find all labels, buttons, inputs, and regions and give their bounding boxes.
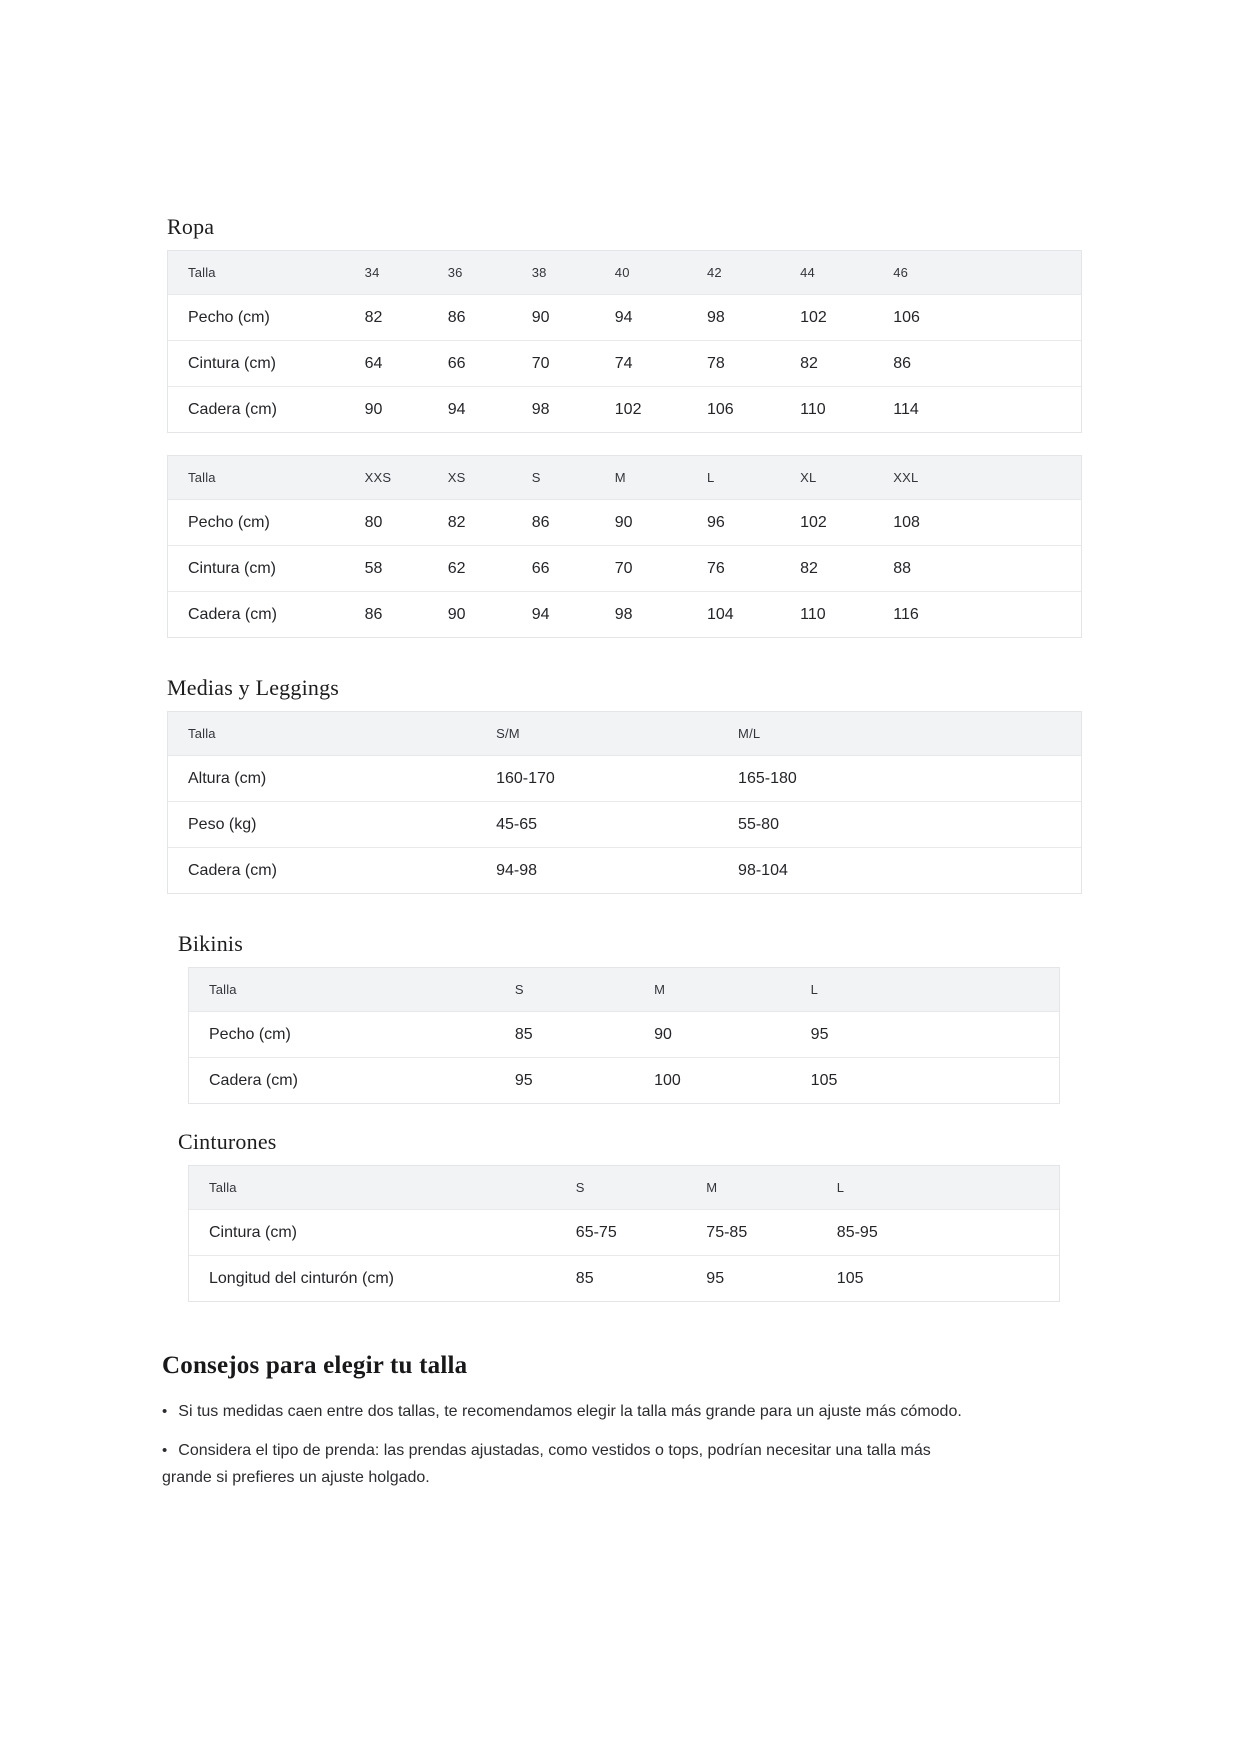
cell-value: 94 <box>531 605 550 623</box>
cell-value: 74 <box>614 354 633 372</box>
cell-value: 65-75 <box>575 1223 617 1241</box>
row-label: Peso (kg) <box>188 815 257 833</box>
column-header: 42 <box>706 265 722 280</box>
table-row <box>168 294 1081 340</box>
section-title-cinturones: Cinturones <box>178 1129 277 1154</box>
cell-value: 58 <box>364 559 383 577</box>
cell-value: 95 <box>706 1269 725 1287</box>
cell-value: 160-170 <box>496 769 555 787</box>
table-row <box>168 499 1081 545</box>
cell-value: 80 <box>364 513 383 531</box>
column-header: XXS <box>364 470 392 485</box>
column-header-label: Talla <box>188 470 216 485</box>
cell-value: 85 <box>514 1025 533 1043</box>
table-row <box>168 386 1081 432</box>
size-table-ropa-letters <box>167 455 1082 638</box>
bullet-text: Si tus medidas caen entre dos tallas, te recomendamos elegir la talla más grande para un ajuste más cómodo. <box>178 1403 962 1420</box>
cell-value: 108 <box>893 513 920 531</box>
column-header-label: Talla <box>188 726 216 741</box>
column-header: S <box>514 982 524 997</box>
table-header-row <box>168 456 1081 499</box>
table-row <box>189 1057 1059 1103</box>
cell-value: 95 <box>810 1025 829 1043</box>
column-header: XL <box>800 470 817 485</box>
row-label: Longitud del cinturón (cm) <box>209 1269 394 1287</box>
column-header: S/M <box>496 726 520 741</box>
cell-value: 90 <box>364 400 383 418</box>
column-header: S <box>575 1180 585 1195</box>
cell-value: 70 <box>531 354 550 372</box>
cell-value: 88 <box>893 559 912 577</box>
section-title-bikinis: Bikinis <box>178 931 243 956</box>
section-medias-leggings <box>167 674 1242 894</box>
column-header: S <box>531 470 541 485</box>
cell-value: 98 <box>614 605 633 623</box>
cell-value: 165-180 <box>738 769 797 787</box>
cell-value: 66 <box>447 354 466 372</box>
row-label: Pecho (cm) <box>188 513 270 531</box>
cell-value: 90 <box>654 1025 672 1043</box>
cell-value: 102 <box>800 513 827 531</box>
bullet-icon: • <box>162 1403 168 1420</box>
cell-value: 86 <box>531 513 550 531</box>
row-label: Cadera (cm) <box>188 400 277 418</box>
cell-value: 104 <box>706 605 734 623</box>
size-tips-list <box>162 1398 977 1491</box>
column-header: M/L <box>738 726 761 741</box>
cell-value: 85 <box>575 1269 594 1287</box>
cell-value: 98-104 <box>738 861 788 879</box>
cell-value: 116 <box>893 605 919 623</box>
column-header: M <box>614 470 626 485</box>
column-header: L <box>706 470 715 485</box>
cell-value: 66 <box>531 559 550 577</box>
cell-value: 86 <box>893 354 912 372</box>
column-header: 38 <box>531 265 547 280</box>
cell-value: 94-98 <box>496 861 538 879</box>
section-cinturones <box>167 1128 1242 1302</box>
size-tip-item <box>162 1398 977 1425</box>
table-row <box>168 591 1081 637</box>
size-table-cinturones <box>188 1165 1060 1302</box>
cell-value: 62 <box>447 559 466 577</box>
column-header-label: Talla <box>209 1180 237 1195</box>
column-header: 36 <box>447 265 463 280</box>
bullet-text: Considera el tipo de prenda: las prendas ajustadas, como vestidos o tops, podrían necesitar una talla más grande si prefieres un ajuste holgado. <box>162 1442 931 1486</box>
size-table-ropa-numeric <box>167 250 1082 433</box>
cell-value: 82 <box>800 354 818 372</box>
column-header-label: Talla <box>188 265 216 280</box>
section-title-medias: Medias y Leggings <box>167 675 340 700</box>
size-table-bikinis <box>188 967 1060 1104</box>
table-row <box>189 1209 1059 1255</box>
section-title-consejos: Consejos para elegir tu talla <box>162 1352 468 1379</box>
table-header-row <box>189 1166 1059 1209</box>
cell-value: 98 <box>706 308 725 326</box>
bullet-icon: • <box>162 1442 168 1459</box>
section-bikinis <box>167 930 1242 1104</box>
cell-value: 105 <box>810 1071 838 1089</box>
cell-value: 105 <box>836 1269 864 1287</box>
cell-value: 110 <box>800 400 826 418</box>
column-header: 40 <box>614 265 630 280</box>
cell-value: 102 <box>614 400 642 418</box>
row-label: Pecho (cm) <box>188 308 270 326</box>
row-label: Altura (cm) <box>188 769 267 787</box>
size-tip-item <box>162 1437 977 1491</box>
column-header: 44 <box>800 265 815 280</box>
table-row <box>168 340 1081 386</box>
cell-value: 110 <box>800 605 826 623</box>
section-size-tips <box>162 1350 1242 1491</box>
cell-value: 95 <box>514 1071 533 1089</box>
section-title-ropa: Ropa <box>167 214 215 239</box>
cell-value: 76 <box>706 559 725 577</box>
column-header: M <box>654 982 666 997</box>
cell-value: 102 <box>800 308 827 326</box>
cell-value: 90 <box>614 513 633 531</box>
row-label: Cintura (cm) <box>188 559 277 577</box>
cell-value: 82 <box>364 308 383 326</box>
cell-value: 64 <box>364 354 383 372</box>
table-row <box>168 847 1081 893</box>
cell-value: 90 <box>447 605 466 623</box>
cell-value: 106 <box>893 308 920 326</box>
cell-value: 55-80 <box>738 815 779 833</box>
table-row <box>168 755 1081 801</box>
cell-value: 86 <box>364 605 383 623</box>
table-header-row <box>168 712 1081 755</box>
cell-value: 100 <box>654 1071 681 1089</box>
row-label: Pecho (cm) <box>209 1025 291 1043</box>
column-header: 34 <box>364 265 380 280</box>
table-header-row <box>189 968 1059 1011</box>
cell-value: 114 <box>893 400 919 418</box>
row-label: Cintura (cm) <box>209 1223 298 1241</box>
cell-value: 85-95 <box>836 1223 878 1241</box>
cell-value: 45-65 <box>496 815 538 833</box>
cell-value: 94 <box>447 400 466 418</box>
column-header: 46 <box>893 265 909 280</box>
cell-value: 78 <box>706 354 725 372</box>
row-label: Cintura (cm) <box>188 354 277 372</box>
column-header: M <box>706 1180 718 1195</box>
cell-value: 70 <box>614 559 633 577</box>
table-header-row <box>168 251 1081 294</box>
column-header: L <box>836 1180 845 1195</box>
table-row <box>189 1011 1059 1057</box>
cell-value: 96 <box>706 513 725 531</box>
table-row <box>168 801 1081 847</box>
cell-value: 106 <box>706 400 734 418</box>
column-header: XXL <box>893 470 919 485</box>
table-row <box>168 545 1081 591</box>
cell-value: 82 <box>800 559 818 577</box>
column-header: L <box>810 982 819 997</box>
size-table-medias <box>167 711 1082 894</box>
cell-value: 90 <box>531 308 550 326</box>
row-label: Cadera (cm) <box>188 605 277 623</box>
column-header: XS <box>447 470 466 485</box>
row-label: Cadera (cm) <box>209 1071 298 1089</box>
cell-value: 82 <box>447 513 466 531</box>
column-header-label: Talla <box>209 982 237 997</box>
cell-value: 98 <box>531 400 550 418</box>
table-row <box>189 1255 1059 1301</box>
cell-value: 75-85 <box>706 1223 748 1241</box>
row-label: Cadera (cm) <box>188 861 277 879</box>
section-ropa <box>167 213 1242 638</box>
cell-value: 94 <box>614 308 633 326</box>
cell-value: 86 <box>447 308 466 326</box>
